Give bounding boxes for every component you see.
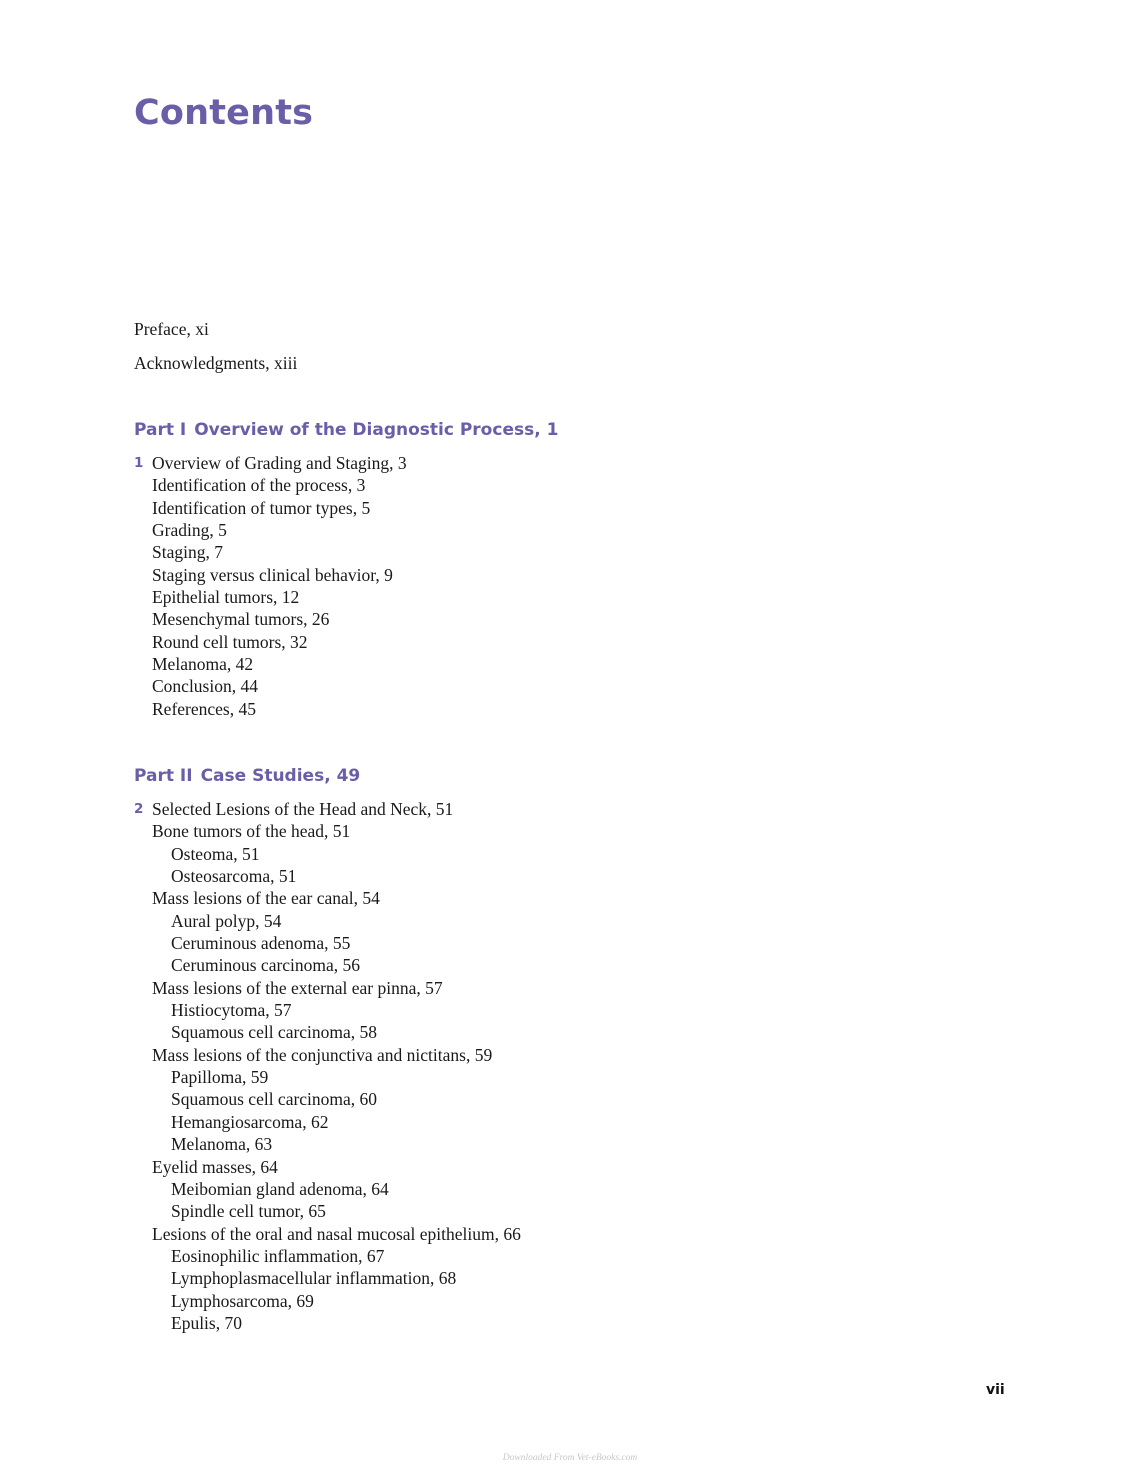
toc-subsection: Osteosarcoma, 51 — [171, 866, 297, 887]
toc-section: Eyelid masses, 64 — [152, 1156, 278, 1177]
chapter-title: Selected Lesions of the Head and Neck, 51 — [152, 799, 454, 819]
chapter-title-line — [134, 798, 521, 820]
toc-subsection: Ceruminous carcinoma, 56 — [171, 955, 361, 976]
toc-entry: Epithelial tumors, 12 — [152, 587, 300, 608]
chapter-1 — [134, 452, 407, 720]
part-label: Part II — [134, 766, 193, 786]
chapter-2 — [134, 798, 521, 1334]
toc-section: Mass lesions of the external ear pinna, 57 — [152, 977, 443, 998]
toc-entry: Staging versus clinical behavior, 9 — [152, 564, 393, 585]
part-heading-2 — [134, 765, 360, 787]
toc-entry-preface: Preface, xi — [134, 319, 209, 339]
toc-section: Mass lesions of the ear canal, 54 — [152, 888, 380, 909]
part-label: Part I — [134, 420, 187, 440]
part-title: Case Studies, 49 — [200, 766, 361, 786]
toc-subsection: Papilloma, 59 — [171, 1067, 269, 1088]
toc-entry: Identification of tumor types, 5 — [152, 497, 371, 518]
toc-subsection: Histiocytoma, 57 — [171, 1000, 292, 1021]
toc-entry: Round cell tumors, 32 — [152, 631, 308, 652]
toc-subsection: Aural polyp, 54 — [171, 910, 282, 931]
toc-subsection: Osteoma, 51 — [171, 843, 260, 864]
toc-subsection: Melanoma, 63 — [171, 1134, 273, 1155]
toc-subsection: Eosinophilic inflammation, 67 — [171, 1245, 385, 1266]
toc-section: Mass lesions of the conjunctiva and nictitans, 59 — [152, 1044, 493, 1065]
toc-entry: Melanoma, 42 — [152, 654, 254, 675]
part-heading-1 — [134, 419, 558, 441]
watermark-text: Downloaded From Vet-eBooks.com — [502, 1453, 638, 1463]
front-matter-list — [134, 318, 297, 386]
toc-subsection: Epulis, 70 — [171, 1312, 242, 1333]
toc-subsection: Meibomian gland adenoma, 64 — [171, 1178, 389, 1199]
chapter-title: Overview of Grading and Staging, 3 — [152, 453, 407, 473]
part-title: Overview of the Diagnostic Process, 1 — [194, 420, 559, 440]
toc-section: Lesions of the oral and nasal mucosal epithelium, 66 — [152, 1223, 521, 1244]
toc-subsection: Lymphosarcoma, 69 — [171, 1290, 314, 1311]
toc-entry: Staging, 7 — [152, 542, 223, 563]
chapter-number: 2 — [134, 801, 144, 817]
toc-subsection: Lymphoplasmacellular inflammation, 68 — [171, 1268, 457, 1289]
toc-entry: Grading, 5 — [152, 520, 227, 541]
toc-section: Bone tumors of the head, 51 — [152, 821, 351, 842]
toc-subsection: Squamous cell carcinoma, 60 — [171, 1089, 378, 1110]
chapter-number: 1 — [134, 455, 144, 471]
chapter-title-line — [134, 452, 407, 474]
toc-entry: Identification of the process, 3 — [152, 475, 366, 496]
page-title: Contents — [134, 93, 314, 133]
toc-entry: Conclusion, 44 — [152, 676, 258, 697]
toc-subsection: Spindle cell tumor, 65 — [171, 1201, 326, 1222]
toc-subsection: Squamous cell carcinoma, 58 — [171, 1022, 378, 1043]
toc-subsection: Ceruminous adenoma, 55 — [171, 933, 351, 954]
toc-subsection: Hemangiosarcoma, 62 — [171, 1111, 329, 1132]
page-number: vii — [986, 1382, 1005, 1398]
toc-entry: Mesenchymal tumors, 26 — [152, 609, 330, 630]
toc-entry: References, 45 — [152, 698, 256, 719]
toc-entry-acknowledgments: Acknowledgments, xiii — [134, 353, 298, 373]
